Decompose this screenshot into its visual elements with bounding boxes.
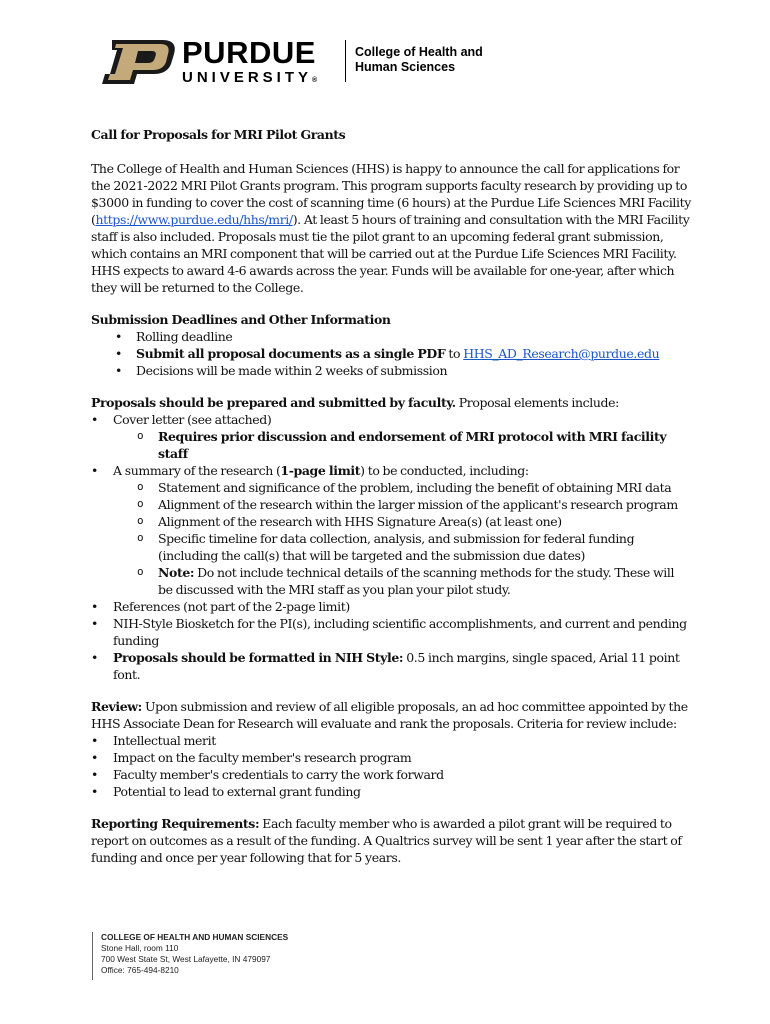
list-item (91, 462, 691, 598)
mri-facility-link[interactable]: https://www.purdue.edu/hhs/mri/ (95, 212, 293, 227)
footer-line-3: Office: 765-494-8210 (101, 965, 179, 975)
registered-mark: ® (312, 77, 318, 84)
sub-list-item: o Specific timeline for data collection, analysis, and submission for federal funding (including the call(s) that will be targeted and the submission due dates) (113, 530, 691, 564)
list-item: • Impact on the faculty member's research program (91, 749, 691, 766)
footer-line-1: Stone Hall, room 110 (101, 943, 179, 953)
logo-primary-text: PURDUE (182, 35, 316, 70)
college-name (355, 45, 483, 75)
review-paragraph (91, 698, 691, 732)
list-item (91, 411, 691, 462)
summary-text-a: A summary of the research ( (113, 463, 281, 478)
footer-line-2: 700 West State St, West Lafayette, IN 479097 (101, 954, 271, 964)
footer-address (92, 932, 288, 980)
sub-list-item: o Statement and significance of the problem, including the benefit of obtaining MRI data (113, 479, 691, 496)
list-item: • NIH-Style Biosketch for the PI(s), including scientific accomplishments, and current and pending funding (91, 615, 691, 649)
intro-paragraph (91, 160, 691, 296)
list-item (91, 345, 691, 362)
intro-text-2: ). At least 5 hours of training and consultation with the MRI Facility staff is also included. Proposals must tie the pilot grant to an upcoming federal grant submission, which contains an MRI component that will be carried out at the Purdue Life Sciences MRI Facility. HHS expects to award 4-6 awards across the year. Funds will be available for one-year, after which they will be returned to the College. (91, 212, 690, 295)
reporting-label: Reporting Requirements: (91, 816, 260, 831)
sub-list-item (113, 428, 691, 462)
deadlines-heading-text: Submission Deadlines and Other Information (91, 312, 391, 327)
logo-secondary-text: UNIVERSITY (182, 69, 313, 86)
logo-secondary-line (182, 70, 317, 89)
college-line-2: Human Sciences (355, 60, 456, 74)
summary-limit: 1-page limit (280, 463, 361, 478)
reporting-text: Each faculty member who is awarded a pilot grant will be required to report on outcomes as a result of the funding. A Qualtrics survey will be sent 1 year after the start of funding and once per year following that for 5 years. (91, 816, 682, 865)
sub-list-item: o Alignment of the research within the larger mission of the applicant's research program (113, 496, 691, 513)
college-line-1: College of Health and (355, 45, 483, 59)
proposal-elements-list (91, 411, 691, 683)
format-label: Proposals should be formatted in NIH Style: (113, 650, 404, 665)
purdue-wordmark (182, 35, 318, 89)
page-title: Call for Proposals for MRI Pilot Grants (91, 127, 346, 142)
review-label: Review: (91, 699, 142, 714)
summary-text-b: ) to be conducted, including: (360, 463, 529, 478)
review-text: Upon submission and review of all eligible proposals, an ad hoc committee appointed by the HHS Associate Dean for Research will evaluate and rank the proposals. Criteria for review include: (91, 699, 688, 731)
purdue-p-logo-icon (102, 40, 176, 84)
footer-college-name: COLLEGE OF HEALTH AND HUMAN SCIENCES (101, 932, 289, 942)
proposals-heading-rest: Proposal elements include: (455, 395, 619, 410)
deadlines-list (91, 328, 691, 379)
summary-sublist (91, 479, 691, 598)
intro-text-1: The College of Health and Human Sciences (HHS) is happy to announce the call for applications for the 2021-2022 MRI Pilot Grants program. This program supports faculty research by providing up to $3000 in funding to cover the cost of scanning time (6 hours) at the Purdue Life Sciences MRI Facility ( (91, 161, 691, 227)
sub-list-item: o Alignment of the research with HHS Signature Area(s) (at least one) (113, 513, 691, 530)
cover-letter-text: Cover letter (see attached) (113, 412, 272, 427)
reporting-paragraph (91, 815, 691, 866)
list-item (91, 649, 691, 683)
format-text: 0.5 inch margins, single spaced, Arial 11 point font. (113, 650, 680, 682)
review-criteria-list (91, 732, 691, 800)
research-email-link[interactable]: HHS_AD_Research@purdue.edu (463, 346, 660, 361)
submit-instruction: Submit all proposal documents as a single PDF (136, 346, 446, 361)
note-label: Note: (158, 565, 195, 580)
note-text: Do not include technical details of the scanning methods for the study. These will be discussed with the MRI staff as you plan your pilot study. (158, 565, 675, 597)
proposals-heading-bold: Proposals should be prepared and submitted by faculty. (91, 395, 456, 410)
letterhead (102, 35, 483, 86)
list-item: • Decisions will be made within 2 weeks of submission (91, 362, 691, 379)
sub-list-item (113, 564, 691, 598)
list-item: • Intellectual merit (91, 732, 691, 749)
deadlines-heading (91, 311, 691, 328)
header-divider (345, 40, 346, 82)
document-body (91, 126, 691, 866)
submit-to: to (445, 346, 464, 361)
list-item: • Potential to lead to external grant funding (91, 783, 691, 800)
list-item: • References (not part of the 2-page limit) (91, 598, 691, 615)
cover-sublist (91, 428, 691, 462)
cover-sub-text: Requires prior discussion and endorsement of MRI protocol with MRI facility staff (158, 429, 667, 461)
list-item: • Faculty member's credentials to carry the work forward (91, 766, 691, 783)
list-item: • Rolling deadline (91, 328, 691, 345)
proposals-heading (91, 394, 691, 411)
